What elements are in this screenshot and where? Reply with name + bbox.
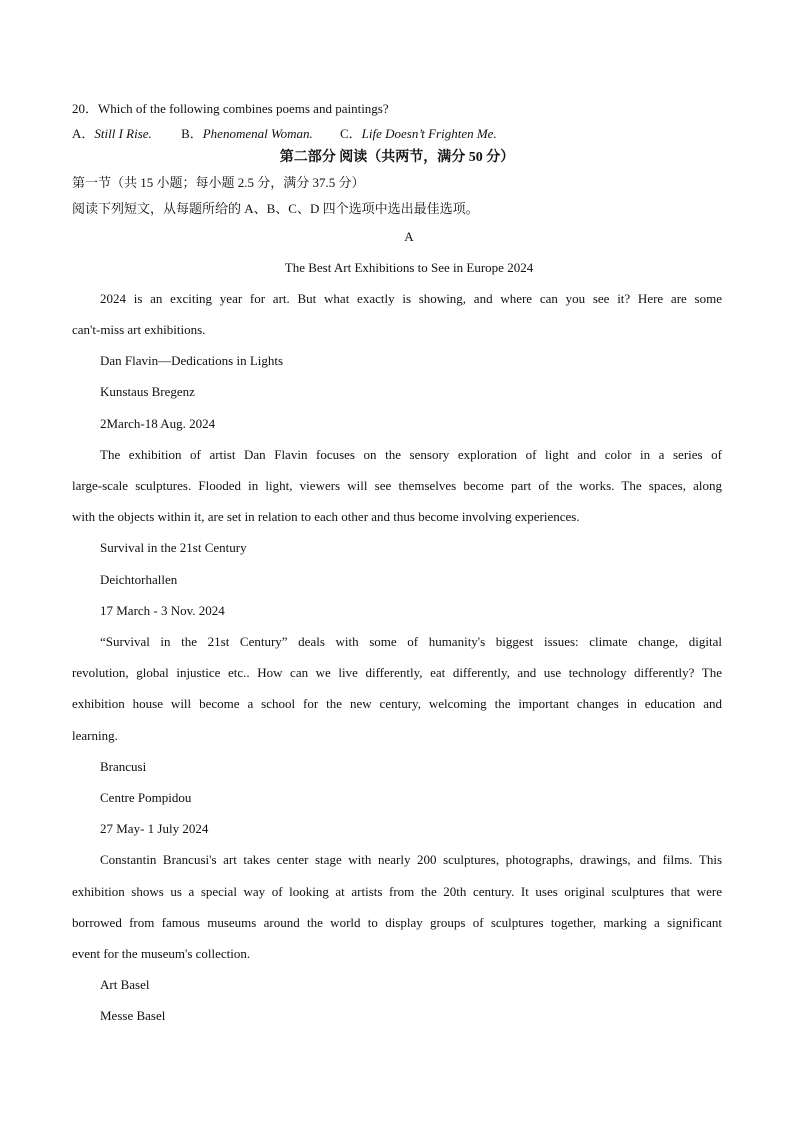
- exhibition-3-venue: Centre Pompidou: [100, 790, 192, 805]
- exhibition-1-name: Dan Flavin—Dedications in Lights: [100, 353, 284, 368]
- exhibition-3-line-2: exhibition shows us a special way of looking at artists from the 20th century. It uses original sculptures that were: [72, 884, 722, 899]
- exhibition-2-venue: Deichtorhallen: [100, 572, 178, 587]
- question-20-options: [72, 126, 497, 142]
- exhibition-1-dates: 2March-18 Aug. 2024: [100, 416, 216, 431]
- exhibition-2-dates: 17 March - 3 Nov. 2024: [100, 603, 225, 618]
- exhibition-2-line-2: revolution, global injustice etc.. How can we live differently, eat differently, and use technology differently? The: [72, 665, 722, 680]
- exhibition-4-name: Art Basel: [100, 977, 150, 992]
- option-a-label: A．: [72, 126, 95, 141]
- option-c-label: C．: [340, 126, 362, 141]
- exhibition-3-line-3: borrowed from famous museums around the world to display groups of sculptures together, marking a significant: [72, 915, 722, 930]
- option-b: [181, 126, 313, 142]
- exhibition-2-line-3: exhibition house will become a school for the new century, welcoming the important changes in education and: [72, 696, 722, 711]
- exhibition-3-dates: 27 May- 1 July 2024: [100, 821, 209, 836]
- section-part1: 第一节（共 15 小题；每小题 2.5 分，满分 37.5 分）: [72, 175, 365, 190]
- section-title: 第二部分 阅读（共两节，满分 50 分）: [279, 150, 515, 165]
- exhibition-3-name: Brancusi: [100, 759, 147, 774]
- exhibition-3-line-4: event for the museum's collection.: [72, 946, 251, 961]
- option-c-text: Life Doesn’t Frighten Me.: [361, 126, 497, 141]
- exhibition-1-line-2: large-scale sculptures. Flooded in light, viewers will see themselves become part of the works. The spaces, along: [72, 478, 722, 493]
- option-b-label: B．: [181, 126, 203, 141]
- option-b-text: Phenomenal Woman.: [202, 126, 313, 141]
- exhibition-1-venue: Kunstaus Bregenz: [100, 384, 195, 399]
- exhibition-2-line-1: “Survival in the 21st Century” deals with some of humanity's biggest issues: climate change, digital: [100, 634, 722, 649]
- section-instruction: 阅读下列短文，从每题所给的 A、B、C、D 四个选项中选出最佳选项。: [72, 201, 479, 216]
- intro-line-2: can't-miss art exhibitions.: [72, 322, 206, 337]
- passage-letter: A: [404, 229, 414, 244]
- exhibition-1-line-3: with the objects within it, are set in relation to each other and thus become involving experiences.: [72, 509, 580, 524]
- option-a: [72, 126, 152, 142]
- exhibition-3-line-1: Constantin Brancusi's art takes center stage with nearly 200 sculptures, photographs, drawings, and films. This: [100, 852, 722, 867]
- exhibition-4-venue: Messe Basel: [100, 1008, 166, 1023]
- intro-line-1: 2024 is an exciting year for art. But what exactly is showing, and where can you see it? Here are some: [100, 291, 722, 306]
- option-c: [340, 126, 497, 142]
- passage-title: The Best Art Exhibitions to See in Europe 2024: [284, 260, 534, 275]
- option-a-text: Still I Rise.: [94, 126, 152, 141]
- exhibition-2-line-4: learning.: [72, 728, 118, 743]
- exhibition-1-line-1: The exhibition of artist Dan Flavin focuses on the sensory exploration of light and color in a series of: [100, 447, 722, 462]
- question-20-stem: 20．Which of the following combines poems and paintings?: [72, 101, 389, 116]
- exhibition-2-name: Survival in the 21st Century: [100, 540, 247, 555]
